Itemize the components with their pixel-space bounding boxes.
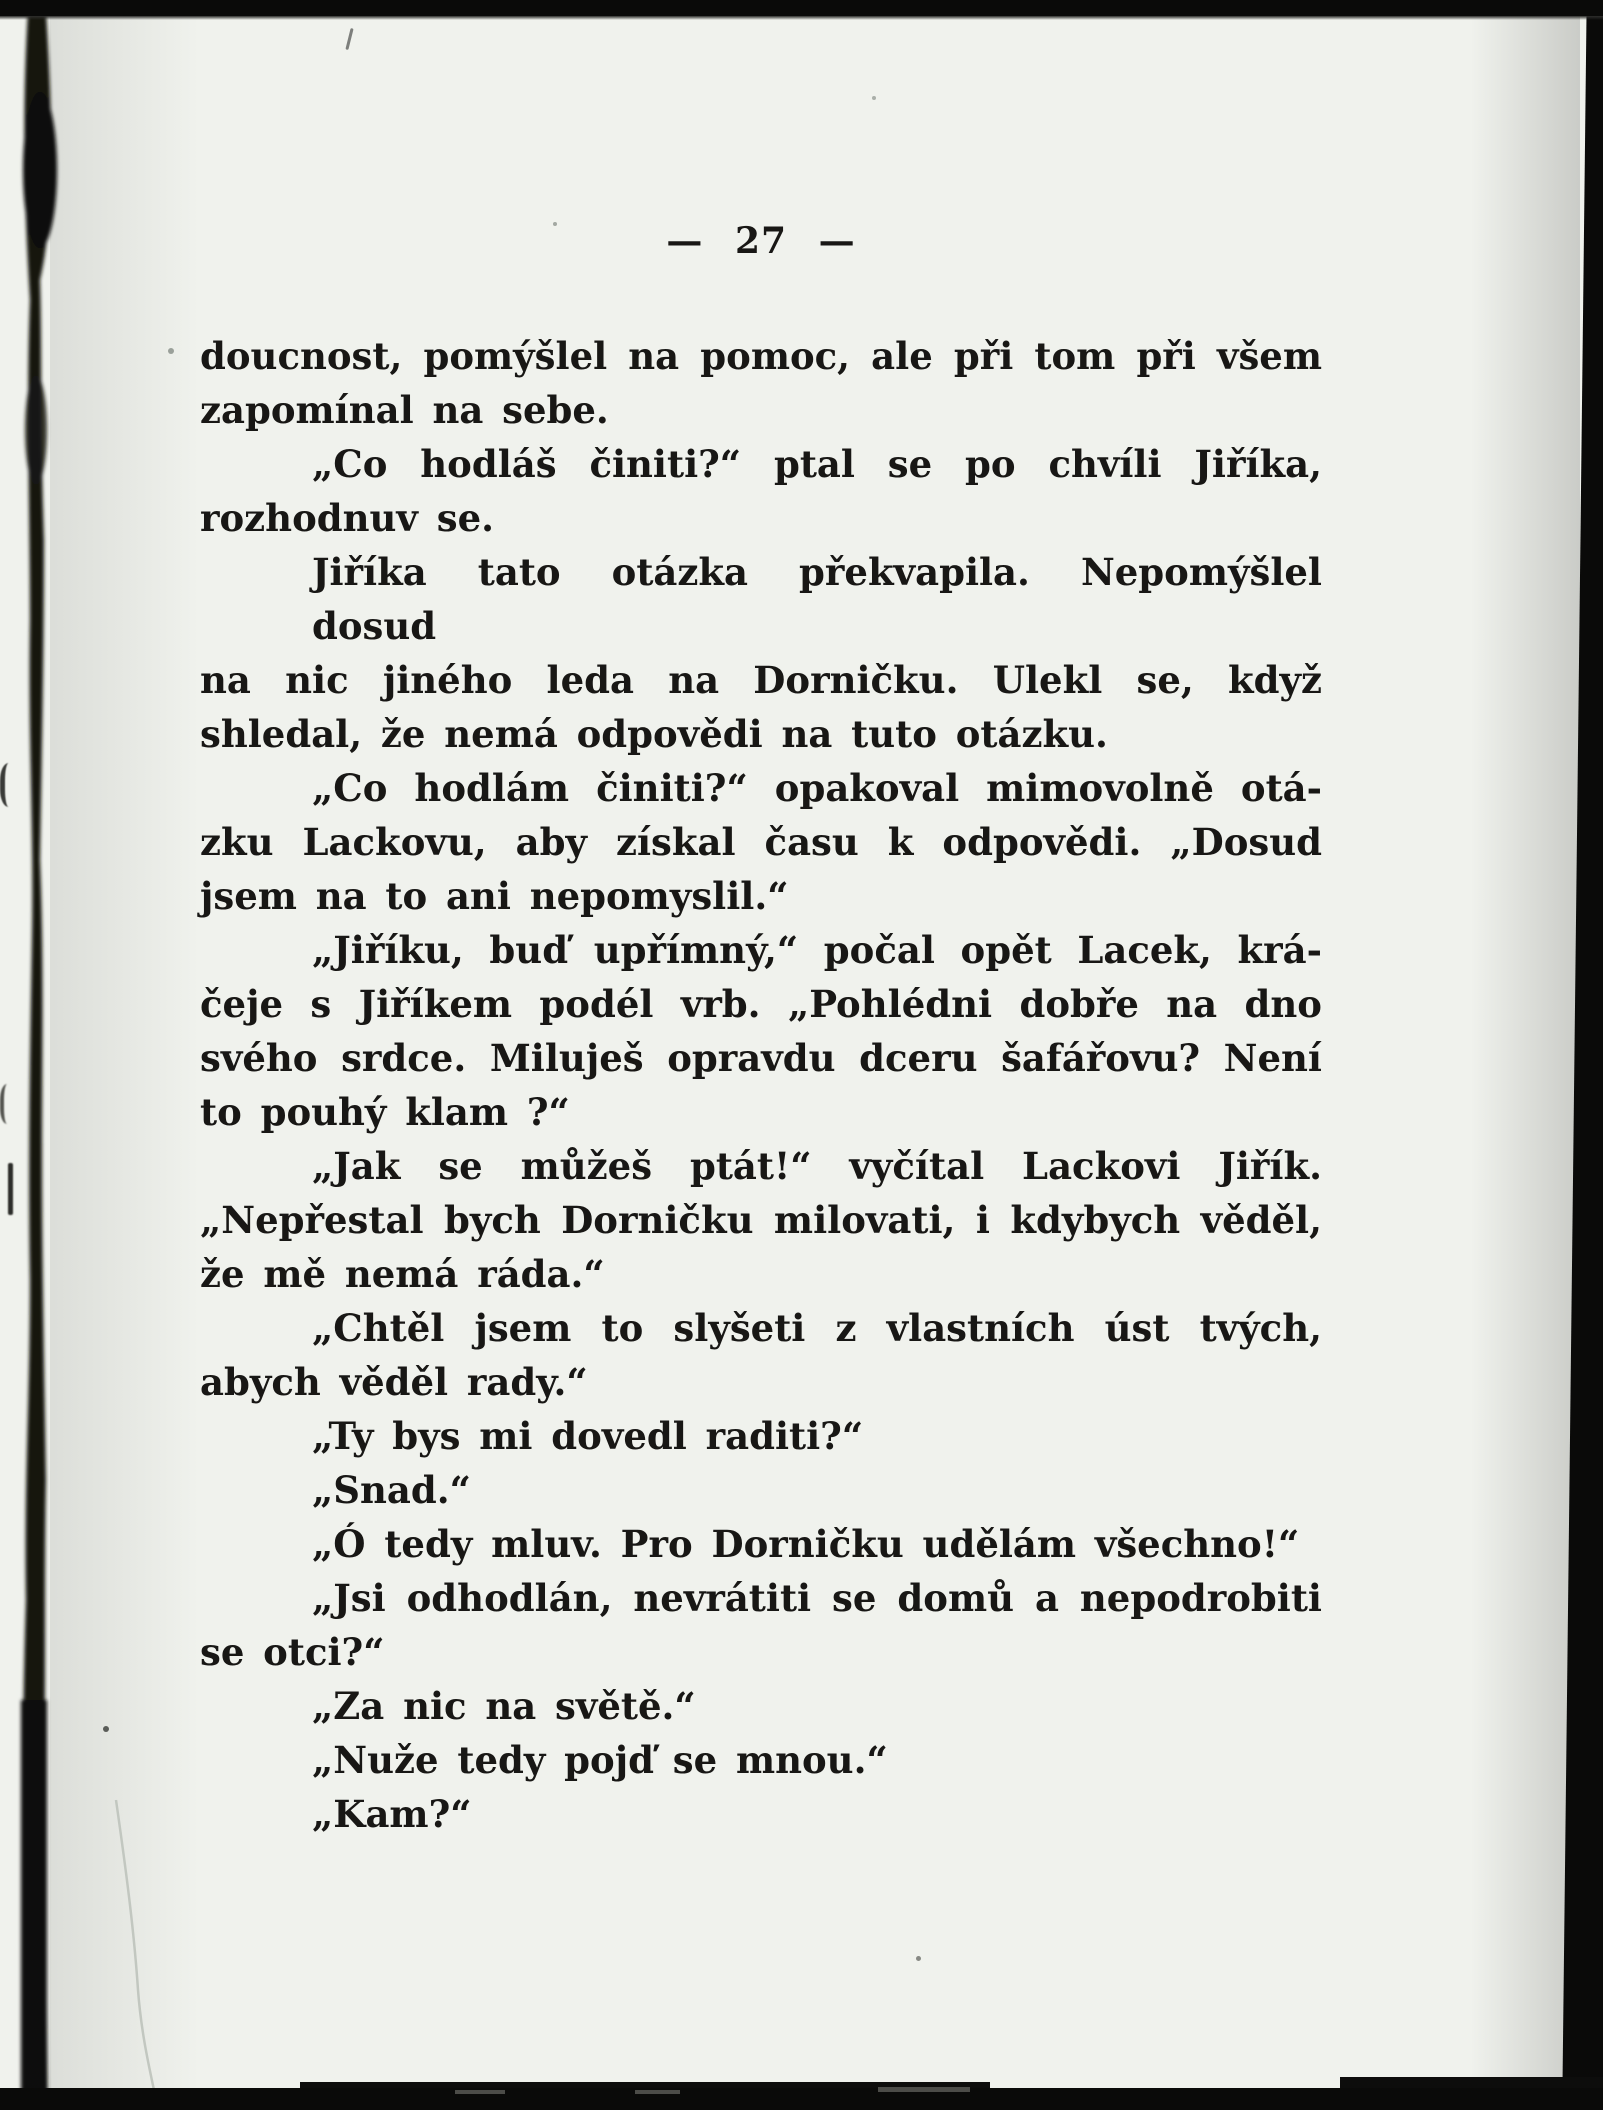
margin-smudge [0, 1084, 14, 1124]
text-line: „Jak se můžeš ptát!“ vyčítal Lackovi Jiřík. [312, 1144, 1322, 1188]
text-line: jsem na to ani nepomyslil.“ [200, 874, 789, 918]
text-line: „Snad.“ [312, 1468, 471, 1512]
text-line: doucnost, pomýšlel na pomoc, ale při tom při všem [200, 334, 1322, 378]
page-number: — 27 — [666, 220, 856, 262]
margin-smudge [0, 763, 17, 807]
paper-crack [0, 0, 200, 2110]
scan-edge-texture [878, 2087, 970, 2092]
paper-speck [168, 348, 174, 354]
text-line: „Ty bys mi dovedl raditi?“ [312, 1414, 864, 1458]
text-line: svého srdce. Miluješ opravdu dceru šafářovu? Není [200, 1036, 1322, 1080]
text-line: na nic jiného leda na Dorničku. Ulekl se, když [200, 658, 1322, 702]
bottom-scan-edge [0, 2088, 1603, 2110]
text-line: „Kam?“ [312, 1792, 472, 1836]
text-line: „Chtěl jsem to slyšeti z vlastních úst tvých, [312, 1306, 1322, 1350]
text-line: abych věděl rady.“ [200, 1360, 588, 1404]
text-line: zku Lackovu, aby získal času k odpovědi. „Dosud [200, 820, 1322, 864]
text-line: Jiříka tato otázka překvapila. Nepomýšlel dosud [312, 550, 1322, 648]
text-line: „Co hodláš činiti?“ ptal se po chvíli Jiříka, [312, 442, 1322, 486]
right-edge-shading [1470, 0, 1580, 2110]
text-line: to pouhý klam ?“ [200, 1090, 570, 1134]
text-line: „Ó tedy mluv. Pro Dorničku udělám všechno!“ [312, 1522, 1300, 1566]
text-line: se otci?“ [200, 1630, 385, 1674]
text-line: „Jiříku, buď upřímný,“ počal opět Lacek, krá- [312, 928, 1322, 972]
paper-speck [103, 1726, 109, 1732]
text-block [200, 329, 1322, 1841]
text-line: „Jsi odhodlán, nevrátiti se domů a nepodrobiti [312, 1576, 1322, 1620]
text-line: „Nepřestal bych Dorničku milovati, i kdybych věděl, [200, 1198, 1322, 1242]
text-line: „Za nic na světě.“ [312, 1684, 696, 1728]
text-line: „Co hodlám činiti?“ opakoval mimovolně otá- [312, 766, 1322, 810]
text-line: že mě nemá ráda.“ [200, 1252, 605, 1296]
text-line: zapomínal na sebe. [200, 388, 609, 432]
scan-edge-texture [455, 2090, 505, 2094]
pen-tick-mark [345, 28, 353, 50]
text-line: shledal, že nemá odpovědi na tuto otázku. [200, 712, 1108, 756]
paper-speck [916, 1956, 921, 1961]
text-line: „Nuže tedy pojď se mnou.“ [312, 1738, 888, 1782]
margin-smudge [8, 1163, 13, 1215]
text-line: čeje s Jiříkem podél vrb. „Pohlédni dobře na dno [200, 982, 1322, 1026]
scan-edge-texture [635, 2090, 680, 2094]
text-line: rozhodnuv se. [200, 496, 494, 540]
paper-speck [872, 96, 876, 100]
top-scan-edge [0, 0, 1603, 16]
